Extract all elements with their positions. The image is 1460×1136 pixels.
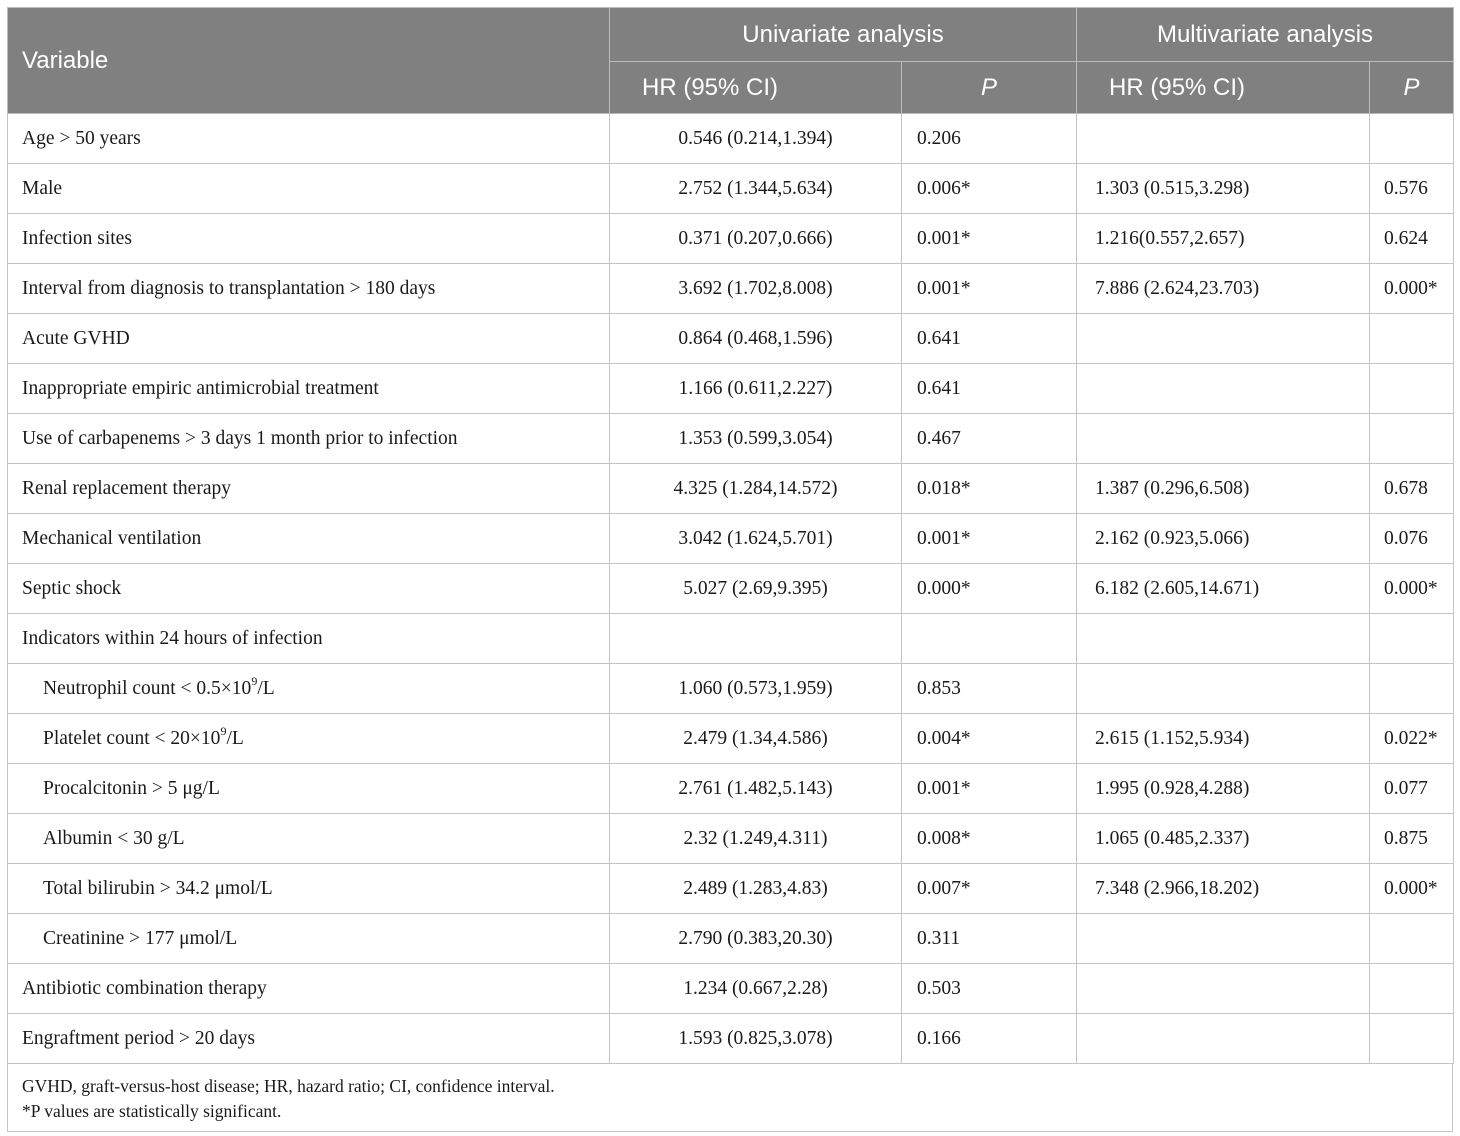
univariate-hr-cell: 1.234 (0.667,2.28) <box>610 964 902 1014</box>
multivariate-hr-cell <box>1077 114 1370 164</box>
multivariate-p-cell: 0.576 <box>1370 164 1454 214</box>
table-row <box>8 314 1454 364</box>
header-variable: Variable <box>8 8 610 114</box>
variable-cell: Interval from diagnosis to transplantation > 180 days <box>8 264 610 314</box>
univariate-hr-cell: 2.752 (1.344,5.634) <box>610 164 902 214</box>
table-row <box>8 114 1454 164</box>
univariate-hr-cell: 1.353 (0.599,3.054) <box>610 414 902 464</box>
table-row <box>8 664 1454 714</box>
multivariate-p-cell <box>1370 914 1454 964</box>
table-body <box>8 114 1454 1064</box>
multivariate-p-cell: 0.000* <box>1370 864 1454 914</box>
table-row <box>8 614 1454 664</box>
multivariate-hr-cell: 1.303 (0.515,3.298) <box>1077 164 1370 214</box>
univariate-p-cell: 0.001* <box>902 514 1077 564</box>
variable-cell: Male <box>8 164 610 214</box>
variable-cell: Age > 50 years <box>8 114 610 164</box>
table-header <box>8 8 1454 114</box>
table-row <box>8 214 1454 264</box>
univariate-hr-cell: 2.790 (0.383,20.30) <box>610 914 902 964</box>
multivariate-hr-cell: 7.348 (2.966,18.202) <box>1077 864 1370 914</box>
univariate-hr-cell: 0.546 (0.214,1.394) <box>610 114 902 164</box>
univariate-hr-cell: 2.489 (1.283,4.83) <box>610 864 902 914</box>
table-row <box>8 164 1454 214</box>
univariate-p-cell: 0.467 <box>902 414 1077 464</box>
variable-cell: Septic shock <box>8 564 610 614</box>
variable-cell: Total bilirubin > 34.2 μmol/L <box>8 864 610 914</box>
footnote-abbreviations: GVHD, graft-versus-host disease; HR, hazard ratio; CI, confidence interval. <box>22 1076 555 1096</box>
multivariate-hr-cell <box>1077 964 1370 1014</box>
header-univariate: Univariate analysis <box>610 8 1077 62</box>
variable-cell: Albumin < 30 g/L <box>8 814 610 864</box>
variable-cell: Acute GVHD <box>8 314 610 364</box>
multivariate-p-cell: 0.077 <box>1370 764 1454 814</box>
variable-cell: Platelet count < $20\times 10^9/L$ <box>8 714 610 764</box>
multivariate-p-cell: 0.624 <box>1370 214 1454 264</box>
multivariate-hr-cell: 7.886 (2.624,23.703) <box>1077 264 1370 314</box>
univariate-p-cell: 0.007* <box>902 864 1077 914</box>
univariate-p-cell: 0.000* <box>902 564 1077 614</box>
univariate-p-cell: 0.001* <box>902 264 1077 314</box>
univariate-hr-cell: 1.593 (0.825,3.078) <box>610 1014 902 1064</box>
multivariate-hr-cell: 6.182 (2.605,14.671) <box>1077 564 1370 614</box>
univariate-p-cell: 0.503 <box>902 964 1077 1014</box>
table-row <box>8 864 1454 914</box>
multivariate-hr-cell <box>1077 364 1370 414</box>
univariate-hr-cell: 2.479 (1.34,4.586) <box>610 714 902 764</box>
table-row <box>8 714 1454 764</box>
multivariate-hr-cell: 1.216(0.557,2.657) <box>1077 214 1370 264</box>
header-univariate-p: P <box>902 62 1077 114</box>
multivariate-p-cell: 0.875 <box>1370 814 1454 864</box>
multivariate-p-cell <box>1370 614 1454 664</box>
header-multivariate-hr: HR (95% CI) <box>1077 62 1370 114</box>
multivariate-p-cell <box>1370 364 1454 414</box>
univariate-hr-cell: 2.32 (1.249,4.311) <box>610 814 902 864</box>
multivariate-hr-cell: 2.162 (0.923,5.066) <box>1077 514 1370 564</box>
univariate-p-cell: 0.166 <box>902 1014 1077 1064</box>
multivariate-hr-cell <box>1077 614 1370 664</box>
multivariate-hr-cell: 1.387 (0.296,6.508) <box>1077 464 1370 514</box>
variable-cell: Indicators within 24 hours of infection <box>8 614 610 664</box>
univariate-hr-cell: 3.042 (1.624,5.701) <box>610 514 902 564</box>
multivariate-p-cell <box>1370 114 1454 164</box>
multivariate-p-cell <box>1370 314 1454 364</box>
univariate-p-cell: 0.001* <box>902 764 1077 814</box>
header-multivariate-p: P <box>1370 62 1454 114</box>
multivariate-p-cell <box>1370 414 1454 464</box>
table-row <box>8 964 1454 1014</box>
multivariate-hr-cell <box>1077 314 1370 364</box>
multivariate-p-cell: 0.022* <box>1370 714 1454 764</box>
multivariate-p-cell <box>1370 1014 1454 1064</box>
multivariate-hr-cell: 1.995 (0.928,4.288) <box>1077 764 1370 814</box>
table-row <box>8 564 1454 614</box>
univariate-p-cell: 0.641 <box>902 364 1077 414</box>
univariate-hr-cell: 1.166 (0.611,2.227) <box>610 364 902 414</box>
header-multivariate: Multivariate analysis <box>1077 8 1454 62</box>
multivariate-p-cell: 0.000* <box>1370 564 1454 614</box>
univariate-p-cell: 0.206 <box>902 114 1077 164</box>
univariate-hr-cell: 3.692 (1.702,8.008) <box>610 264 902 314</box>
multivariate-hr-cell: 1.065 (0.485,2.337) <box>1077 814 1370 864</box>
multivariate-p-cell: 0.678 <box>1370 464 1454 514</box>
table-footnotes <box>7 1064 1453 1132</box>
table-row <box>8 414 1454 464</box>
table-row <box>8 514 1454 564</box>
variable-cell: Engraftment period > 20 days <box>8 1014 610 1064</box>
univariate-p-cell: 0.004* <box>902 714 1077 764</box>
table-row <box>8 464 1454 514</box>
multivariate-hr-cell <box>1077 664 1370 714</box>
univariate-p-cell: 0.018* <box>902 464 1077 514</box>
univariate-p-cell: 0.008* <box>902 814 1077 864</box>
univariate-hr-cell: 5.027 (2.69,9.395) <box>610 564 902 614</box>
multivariate-hr-cell <box>1077 914 1370 964</box>
header-univariate-hr: HR (95% CI) <box>610 62 902 114</box>
univariate-hr-cell: 2.761 (1.482,5.143) <box>610 764 902 814</box>
univariate-p-cell: 0.853 <box>902 664 1077 714</box>
variable-cell: Antibiotic combination therapy <box>8 964 610 1014</box>
multivariate-p-cell <box>1370 664 1454 714</box>
univariate-hr-cell: 0.864 (0.468,1.596) <box>610 314 902 364</box>
univariate-hr-cell: 1.060 (0.573,1.959) <box>610 664 902 714</box>
univariate-hr-cell: 4.325 (1.284,14.572) <box>610 464 902 514</box>
variable-cell: Creatinine > 177 μmol/L <box>8 914 610 964</box>
table-row <box>8 914 1454 964</box>
variable-cell: Procalcitonin > 5 μg/L <box>8 764 610 814</box>
univariate-p-cell: 0.311 <box>902 914 1077 964</box>
multivariate-hr-cell <box>1077 414 1370 464</box>
variable-cell: Use of carbapenems > 3 days 1 month prior to infection <box>8 414 610 464</box>
multivariate-p-cell: 0.000* <box>1370 264 1454 314</box>
results-table-container <box>7 7 1453 1132</box>
table-row <box>8 264 1454 314</box>
variable-cell: Mechanical ventilation <box>8 514 610 564</box>
univariate-hr-cell: 0.371 (0.207,0.666) <box>610 214 902 264</box>
univariate-hr-cell <box>610 614 902 664</box>
variable-cell: Infection sites <box>8 214 610 264</box>
table-row <box>8 1014 1454 1064</box>
table-row <box>8 364 1454 414</box>
multivariate-p-cell <box>1370 964 1454 1014</box>
table-row <box>8 764 1454 814</box>
multivariate-hr-cell: 2.615 (1.152,5.934) <box>1077 714 1370 764</box>
variable-cell: Renal replacement therapy <box>8 464 610 514</box>
univariate-p-cell: 0.001* <box>902 214 1077 264</box>
univariate-p-cell: 0.641 <box>902 314 1077 364</box>
univariate-p-cell: 0.006* <box>902 164 1077 214</box>
variable-cell: Inappropriate empiric antimicrobial treatment <box>8 364 610 414</box>
table-row <box>8 814 1454 864</box>
multivariate-p-cell: 0.076 <box>1370 514 1454 564</box>
multivariate-hr-cell <box>1077 1014 1370 1064</box>
variable-cell: Neutrophil count < $0.5\times 10^9/L$ <box>8 664 610 714</box>
footnote-significance: *P values are statistically significant. <box>22 1101 282 1121</box>
univariate-p-cell <box>902 614 1077 664</box>
hazard-ratio-table <box>7 7 1454 1064</box>
